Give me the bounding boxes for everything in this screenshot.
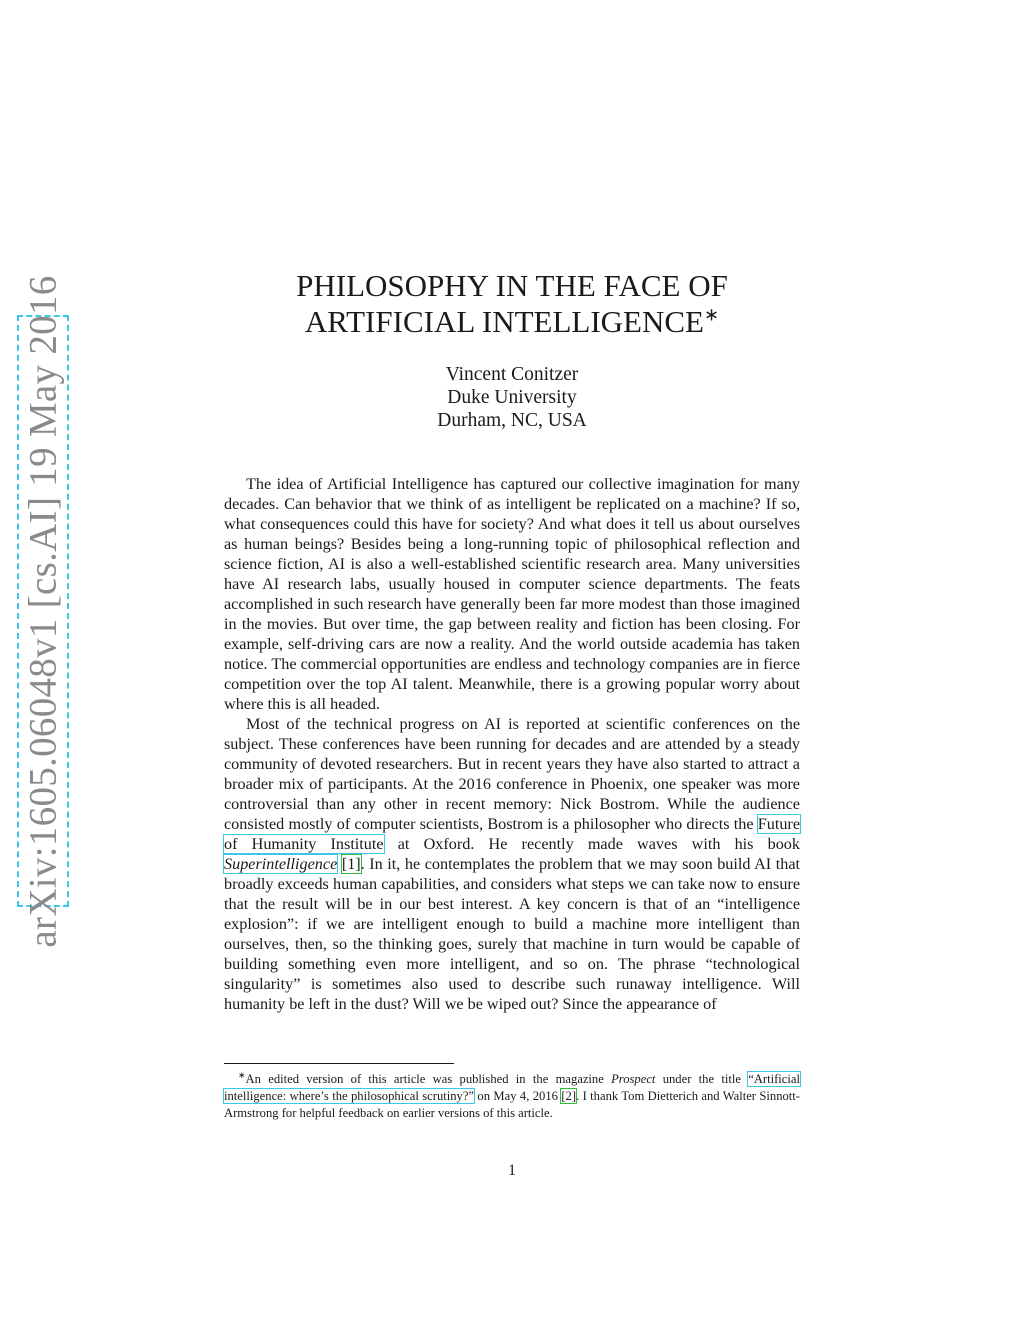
prospect-article-link[interactable]: “Artificial intelligence: where’s the philosophical scrutiny?” xyxy=(224,1072,800,1104)
paragraph-2-text-d: . In it, he contemplates the problem that we may soon build AI that broadly exceeds human capabilities, and considers what steps we can take now to ensure that the result will be in our best interest. A key concern is that of an “intelligence explosion”: if we are intelligent enough to build a machine more intelligent than ourselves, then, so the thinking goes, surely that machine in turn would be capable of building something even more intelligent, and so on. The phrase “technological singularity” is sometimes also used to describe such runaway intelligence. Will humanity be left in the dust? Will we be wiped out? Since the appearance of xyxy=(224,855,801,1013)
author-name: Vincent Conitzer xyxy=(445,364,579,385)
footnote-text-c: on May 4, 2016 xyxy=(474,1089,562,1104)
footnote-text-a: An edited version of this article was published in the magazine xyxy=(245,1072,612,1087)
paragraph-2-text-b: at Oxford. He recently made waves with his book xyxy=(383,835,800,853)
body-text xyxy=(224,474,800,1014)
author-block xyxy=(224,363,800,432)
superintelligence-book-link[interactable]: Superintelligence xyxy=(224,855,338,873)
paragraph-1: The idea of Artificial Intelligence has captured our collective imagination for many decades. Can behavior that we think of as intelligent be replicated on a machine? If so, what consequences could this have for society? And what does it tell us about ourselves as human beings? Besides being a long-running topic of philosophical reflection and science fiction, AI is also a well-established scientific research area. Many universities have AI research labs, usually housed in computer science departments. The feats accomplished in such research have generally been far more modest than those imagined in the movies. But over time, the gap between reality and fiction has been closing. For example, self-driving cars are now a reality. And the world outside academia has taken notice. The commercial opportunities are endless and technology companies are in fierce competition over the top AI talent. Meanwhile, there is a growing popular worry about where this is all headed. xyxy=(224,475,800,713)
footnote-text-d: . I thank Tom Dietterich and Walter Sinnott-Armstrong for helpful feedback on earlier versions of this article. xyxy=(224,1089,800,1121)
citation-1-link[interactable]: [1] xyxy=(341,855,361,873)
author-location: Durham, NC, USA xyxy=(437,410,587,431)
paragraph-2 xyxy=(224,714,800,1014)
page-number: 1 xyxy=(508,1162,516,1179)
paragraph-2-text-a: Most of the technical progress on AI is reported at scientific conferences on the subject. These conferences have been running for decades and are attended by a steady community of devoted researchers. But in recent years they have also started to attract a broader mix of participants. At the 2016 conference in Phoenix, one speaker was more controversial than any other in recent memory: Nick Bostrom. While the audience consisted mostly of computer scientists, Bostrom is a philosopher who directs the xyxy=(224,715,800,833)
footnote-divider xyxy=(224,1063,454,1064)
magazine-name: Prospect xyxy=(611,1072,656,1087)
footnote-mark: ∗ xyxy=(238,1070,246,1080)
footnote-text xyxy=(224,1067,800,1122)
footnote xyxy=(224,1067,800,1122)
arxiv-stamp[interactable] xyxy=(17,274,69,948)
citation-2-link[interactable]: [2] xyxy=(561,1089,577,1104)
future-of-humanity-institute-link[interactable]: Future of Humanity Institute xyxy=(224,815,800,853)
title-footnote-mark[interactable]: ∗ xyxy=(703,304,720,325)
footnote-text-b: under the title xyxy=(655,1072,749,1087)
author-affiliation: Duke University xyxy=(447,387,577,408)
arxiv-stamp-text: arXiv:1605.06048v1 [cs.AI] 19 May 2016 xyxy=(21,274,65,948)
paper-title-text: PHILOSOPHY IN THE FACE OF ARTIFICIAL INTELLIGENCE xyxy=(296,268,728,339)
paper-title xyxy=(224,268,800,340)
